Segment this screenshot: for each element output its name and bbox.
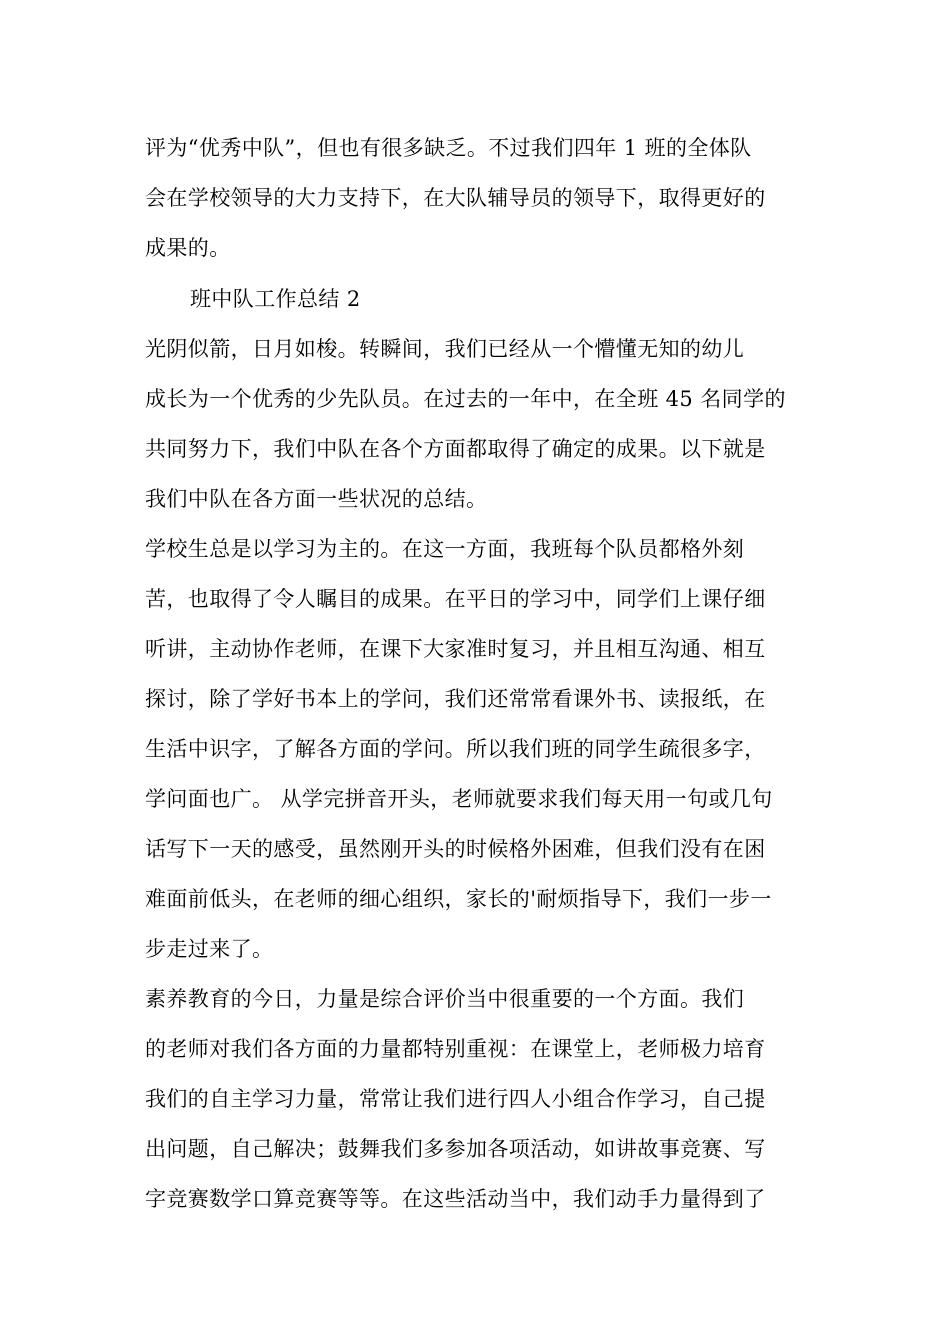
- text-line: 学校生总是以学习为主的。在这一方面，我班每个队员都格外刻: [145, 537, 745, 561]
- text-line: 成果的。: [145, 236, 231, 260]
- text-line: 学问面也广。 从学完拼音开头，老师就要求我们每天用一句或几句: [145, 787, 773, 811]
- text-line: 的老师对我们各方面的力量都特别重视：在课堂上，老师极力培育: [145, 1037, 766, 1061]
- text-line: 共同努力下，我们中队在各个方面都取得了确定的成果。以下就是: [145, 437, 766, 461]
- text-line: 听讲，主动协作老师，在课下大家准时复习，并且相互沟通、相互: [145, 637, 766, 661]
- text-line: 我们中队在各方面一些状况的总结。: [145, 487, 488, 511]
- text-line: 会在学校领导的大力支持下，在大队辅导员的领导下，取得更好的: [145, 186, 766, 210]
- text-line: 生活中识字，了解各方面的学问。所以我们班的同学生疏很多字，: [145, 737, 766, 761]
- text-line: 探讨，除了学好书本上的学问，我们还常常看课外书、读报纸，在: [145, 687, 766, 711]
- text-line: 素养教育的今日，力量是综合评价当中很重要的一个方面。我们: [145, 987, 745, 1011]
- section-heading: 班中队工作总结 2: [190, 287, 361, 311]
- text-line: 话写下一天的感受，虽然刚开头的时候格外困难，但我们没有在困: [145, 837, 766, 861]
- text-line: 苦，也取得了令人瞩目的成果。在平日的学习中，同学们上课仔细: [145, 587, 766, 611]
- text-line: 出问题，自己解决；鼓舞我们多参加各项活动，如讲故事竞赛、写: [145, 1137, 766, 1161]
- text-line: 我们的自主学习力量，常常让我们进行四人小组合作学习，自己提: [145, 1087, 766, 1111]
- text-line: 评为“优秀中队”，但也有很多缺乏。不过我们四年 1 班的全体队: [145, 136, 752, 160]
- text-line: 成长为一个优秀的少先队员。在过去的一年中，在全班 45 名同学的: [145, 387, 786, 411]
- text-line: 光阴似箭，日月如梭。转瞬间，我们已经从一个懵懂无知的幼儿: [145, 337, 745, 361]
- text-line: 难面前低头，在老师的细心组织，家长的'耐烦指导下，我们一步一: [145, 887, 772, 911]
- text-line: 步走过来了。: [145, 937, 274, 961]
- text-line: 字竞赛数学口算竞赛等等。在这些活动当中，我们动手力量得到了: [145, 1187, 766, 1211]
